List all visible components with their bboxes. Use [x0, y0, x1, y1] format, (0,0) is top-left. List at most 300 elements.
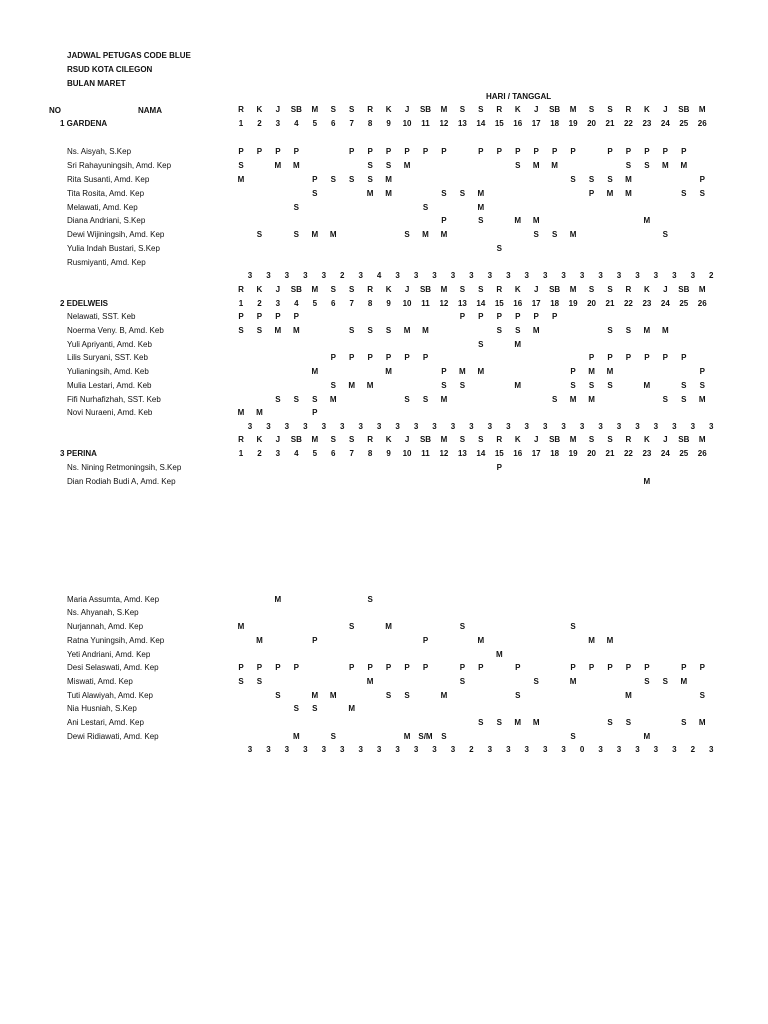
date-number: 6	[331, 449, 336, 458]
shift-code: P	[515, 312, 521, 321]
day-letter: K	[385, 105, 392, 114]
shift-code: M	[680, 161, 688, 170]
date-number: 8	[367, 119, 373, 128]
shift-code: P	[422, 636, 429, 645]
shift-code: M	[440, 691, 448, 700]
shift-code: M	[422, 326, 429, 335]
shift-code: M	[348, 704, 356, 713]
date-number: 12	[439, 119, 449, 128]
date-number: 6	[331, 299, 336, 308]
shift-code: M	[532, 161, 540, 170]
date-number: 23	[642, 449, 652, 458]
staff-name: Yulia Indah Bustari, S.Kep	[67, 244, 160, 253]
daily-total: 3	[376, 745, 382, 754]
shift-code: P	[699, 367, 705, 376]
date-number: 19	[568, 299, 578, 308]
staff-name: Nelawati, SST. Keb	[67, 312, 136, 321]
daily-total: 3	[487, 745, 493, 754]
daily-total: 0	[579, 745, 585, 754]
shift-code: P	[238, 663, 244, 672]
staff-name: Miswati, Amd. Kep	[67, 677, 133, 686]
daily-total: 3	[524, 745, 529, 754]
daily-total: 3	[635, 745, 640, 754]
shift-code: S	[533, 677, 539, 686]
daily-total: 2	[469, 745, 474, 754]
shift-code: S	[367, 175, 373, 184]
shift-code: M	[532, 216, 540, 225]
shift-code: S	[422, 203, 429, 212]
daily-total: 3	[487, 422, 493, 431]
day-letter: S	[459, 285, 466, 294]
date-number: 1	[238, 299, 244, 308]
shift-code: M	[625, 175, 632, 184]
day-letter: K	[644, 435, 650, 444]
daily-total: 3	[340, 422, 345, 431]
daily-total: 3	[395, 422, 400, 431]
shift-code: S	[533, 230, 539, 239]
day-letter: S	[330, 435, 336, 444]
date-number: 17	[531, 449, 541, 458]
shift-code: P	[441, 147, 447, 156]
shift-code: P	[275, 663, 281, 672]
shift-code: S	[681, 381, 687, 390]
shift-code: M	[569, 230, 577, 239]
staff-name: Sri Rahayuningsih, Amd. Kep	[67, 161, 172, 170]
shift-code: S	[625, 161, 632, 170]
shift-code: P	[607, 663, 613, 672]
staff-name: Tuti Alawiyah, Amd. Kep	[67, 691, 153, 700]
staff-name: Rusmiyanti, Amd. Kep	[67, 258, 146, 267]
shift-code: M	[385, 367, 392, 376]
day-letter: S	[459, 105, 466, 114]
daily-total: 3	[321, 422, 327, 431]
shift-code: M	[643, 477, 651, 486]
daily-total: 3	[709, 422, 714, 431]
shift-code: P	[515, 147, 521, 156]
date-number: 22	[623, 119, 633, 128]
section-title: 2 EDELWEIS	[60, 299, 109, 308]
day-letter: J	[404, 105, 410, 114]
shift-code: M	[366, 677, 374, 686]
shift-code: P	[478, 147, 484, 156]
date-number: 11	[421, 119, 430, 128]
shift-code: P	[533, 312, 539, 321]
shift-code: M	[274, 595, 282, 604]
staff-name: Lilis Suryani, SST. Keb	[67, 353, 148, 362]
daily-total: 3	[616, 422, 622, 431]
daily-total: 3	[358, 271, 363, 280]
shift-code: S	[570, 622, 576, 631]
column-header-nama: NAMA	[138, 106, 162, 115]
shift-code: S	[699, 189, 705, 198]
shift-code: S	[662, 677, 669, 686]
shift-code: P	[551, 147, 558, 156]
shift-code: P	[312, 408, 318, 417]
shift-code: P	[422, 663, 429, 672]
day-letter: S	[588, 435, 595, 444]
shift-code: S	[385, 691, 392, 700]
day-letter: M	[311, 105, 319, 114]
shift-code: P	[625, 353, 632, 362]
date-number: 7	[349, 449, 354, 458]
shift-code: M	[348, 381, 356, 390]
date-number: 13	[457, 449, 467, 458]
date-number: 25	[679, 449, 689, 458]
date-number: 13	[457, 299, 467, 308]
staff-name: Nurjannah, Amd. Kep	[67, 622, 144, 631]
date-number: 13	[457, 119, 467, 128]
shift-code: S	[312, 395, 318, 404]
shift-code: S	[293, 395, 300, 404]
shift-code: S	[238, 161, 244, 170]
day-letter: K	[644, 285, 650, 294]
date-number: 12	[439, 449, 449, 458]
date-number: 5	[312, 299, 318, 308]
daily-total: 3	[690, 271, 696, 280]
shift-code: P	[238, 312, 244, 321]
shift-code: P	[256, 147, 263, 156]
section-title: 3 PERINA	[60, 449, 97, 458]
shift-code: M	[403, 161, 411, 170]
shift-code: S	[330, 732, 336, 741]
shift-code: P	[293, 147, 300, 156]
shift-code: M	[459, 367, 466, 376]
day-letter: M	[440, 435, 448, 444]
day-letter: R	[238, 285, 244, 294]
day-letter: K	[514, 435, 521, 444]
day-letter: S	[330, 105, 336, 114]
shift-code: S	[478, 340, 484, 349]
shift-code: S	[570, 732, 576, 741]
date-number: 15	[494, 449, 504, 458]
staff-name: Ns. Aisyah, S.Kep	[67, 147, 132, 156]
day-letter: SB	[678, 285, 690, 294]
shift-code: S	[644, 161, 650, 170]
daily-total: 3	[247, 422, 253, 431]
shift-code: P	[441, 367, 447, 376]
shift-code: M	[532, 718, 540, 727]
daily-total: 3	[469, 422, 474, 431]
staff-name: Rita Susanti, Amd. Kep	[67, 175, 150, 184]
date-number: 5	[312, 119, 318, 128]
shift-code: P	[588, 189, 595, 198]
shift-code: S	[330, 175, 336, 184]
daily-total: 3	[376, 422, 382, 431]
day-letter: J	[533, 285, 539, 294]
shift-code: P	[570, 663, 576, 672]
shift-code: M	[588, 395, 595, 404]
staff-name: Mulia Lestari, Amd. Keb	[67, 381, 152, 390]
shift-code: S	[404, 691, 410, 700]
shift-code: P	[515, 663, 521, 672]
date-number: 15	[494, 299, 504, 308]
staff-name: Yulianingsih, Amd. Keb	[67, 367, 149, 376]
shift-code: S	[551, 395, 558, 404]
day-letter: J	[275, 435, 281, 444]
shift-code: P	[312, 175, 318, 184]
shift-code: S	[459, 622, 466, 631]
shift-code: S	[293, 704, 300, 713]
shift-code: P	[644, 353, 650, 362]
date-number: 10	[402, 449, 412, 458]
shift-code: M	[311, 367, 319, 376]
shift-code: M	[237, 175, 245, 184]
hari-tanggal-heading: HARI / TANGGAL	[486, 92, 552, 101]
shift-code: S	[588, 175, 595, 184]
shift-code: S	[312, 189, 318, 198]
shift-code: P	[607, 353, 613, 362]
daily-total: 3	[506, 422, 511, 431]
daily-total: 3	[653, 422, 659, 431]
date-number: 7	[349, 119, 354, 128]
shift-code: S	[496, 718, 502, 727]
shift-code: P	[422, 147, 429, 156]
date-number: 3	[275, 119, 281, 128]
shift-code: S	[367, 595, 373, 604]
staff-name: Desi Selaswati, Amd. Kep	[67, 663, 159, 672]
date-number: 6	[331, 119, 336, 128]
staff-name: Ns. Ahyanah, S.Kep	[67, 608, 139, 617]
shift-code: M	[385, 189, 392, 198]
shift-code: S	[367, 161, 373, 170]
shift-code: P	[496, 463, 502, 472]
doc-title-line-2: RSUD KOTA CILEGON	[67, 65, 153, 74]
staff-name: Yuli Apriyanti, Amd. Keb	[67, 340, 152, 349]
staff-name: Ani Lestari, Amd. Kep	[67, 718, 144, 727]
daily-total: 3	[561, 745, 566, 754]
shift-code: P	[349, 353, 355, 362]
shift-code: S	[662, 230, 669, 239]
shift-code: P	[367, 147, 373, 156]
date-number: 8	[367, 449, 373, 458]
staff-name: Ratna Yuningsih, Amd. Kep	[67, 636, 165, 645]
daily-total: 3	[413, 271, 419, 280]
shift-code: M	[625, 189, 632, 198]
shift-code: S	[607, 718, 613, 727]
shift-code: M	[237, 622, 245, 631]
day-letter: K	[385, 285, 392, 294]
daily-total: 3	[358, 422, 363, 431]
daily-total: 3	[395, 745, 400, 754]
date-number: 12	[439, 299, 449, 308]
day-letter: M	[698, 105, 706, 114]
shift-code: P	[570, 367, 576, 376]
day-letter: SB	[549, 105, 561, 114]
shift-code: M	[588, 367, 595, 376]
shift-code: S	[515, 161, 521, 170]
day-letter: J	[533, 105, 539, 114]
shift-code: M	[477, 203, 485, 212]
date-number: 19	[568, 449, 578, 458]
daily-total: 3	[542, 745, 548, 754]
daily-total: 3	[579, 422, 585, 431]
day-letter: M	[311, 435, 319, 444]
day-letter: K	[256, 285, 263, 294]
daily-total: 3	[284, 422, 290, 431]
day-letter: SB	[290, 285, 302, 294]
date-number: 25	[679, 299, 689, 308]
shift-code: M	[440, 395, 448, 404]
daily-total: 3	[672, 271, 677, 280]
date-number: 18	[550, 299, 560, 308]
date-number: 16	[513, 299, 523, 308]
day-letter: K	[514, 285, 521, 294]
day-letter: M	[440, 285, 448, 294]
shift-code: S	[441, 732, 447, 741]
daily-total: 3	[432, 271, 437, 280]
date-number: 16	[513, 449, 523, 458]
day-letter: R	[625, 435, 632, 444]
date-number: 2	[257, 119, 262, 128]
shift-code: M	[366, 189, 374, 198]
day-letter: R	[625, 285, 632, 294]
day-letter: K	[256, 105, 263, 114]
daily-total: 3	[542, 422, 548, 431]
staff-name: Novi Nuraeni, Amd. Keb	[67, 408, 153, 417]
shift-code: M	[385, 622, 392, 631]
shift-code: P	[533, 147, 539, 156]
daily-total: 3	[487, 271, 493, 280]
date-number: 21	[605, 299, 615, 308]
daily-total: 3	[598, 271, 603, 280]
date-number: 10	[402, 299, 412, 308]
shift-code: P	[293, 663, 300, 672]
shift-code: S	[441, 381, 447, 390]
daily-total: 3	[266, 422, 271, 431]
day-letter: SB	[549, 435, 561, 444]
shift-code: S	[607, 381, 613, 390]
daily-total: 3	[284, 271, 290, 280]
shift-code: S	[275, 395, 281, 404]
day-letter: SB	[419, 435, 432, 444]
day-letter: M	[569, 435, 577, 444]
daily-total: 3	[450, 271, 456, 280]
day-letter: S	[478, 285, 484, 294]
staff-name: Dewi Ridiawati, Amd. Kep	[67, 732, 159, 741]
shift-code: M	[643, 732, 651, 741]
date-number: 2	[257, 449, 262, 458]
shift-code: S	[478, 718, 484, 727]
day-letter: S	[349, 285, 355, 294]
date-number: 4	[294, 449, 299, 458]
date-number: 21	[605, 449, 615, 458]
shift-code: P	[644, 147, 650, 156]
daily-total: 3	[469, 271, 474, 280]
daily-total: 3	[432, 745, 437, 754]
date-number: 26	[697, 119, 707, 128]
shift-code: P	[238, 147, 244, 156]
shift-code: S	[459, 381, 466, 390]
day-letter: J	[275, 105, 281, 114]
shift-code: S	[625, 326, 632, 335]
daily-total: 2	[690, 745, 696, 754]
daily-total: 3	[247, 271, 253, 280]
shift-code: S	[478, 216, 484, 225]
shift-code: M	[274, 326, 282, 335]
shift-code: S	[404, 395, 410, 404]
shift-code: S	[588, 381, 595, 390]
shift-code: M	[680, 677, 688, 686]
shift-code: P	[625, 147, 632, 156]
shift-code: P	[478, 312, 484, 321]
daily-total: 4	[376, 271, 382, 280]
shift-code: M	[532, 326, 540, 335]
date-number: 26	[697, 449, 707, 458]
doc-title-line-3: BULAN MARET	[67, 79, 126, 88]
shift-code: S	[459, 677, 466, 686]
shift-code: S	[404, 230, 410, 239]
staff-name: Fifi Nurhafizhah, SST. Keb	[67, 395, 161, 404]
staff-name: Melawati, Amd. Kep	[67, 203, 138, 212]
date-number: 3	[275, 449, 281, 458]
shift-code: M	[662, 326, 669, 335]
daily-total: 2	[340, 271, 345, 280]
daily-total: 3	[542, 271, 548, 280]
daily-total: 3	[303, 422, 308, 431]
daily-total: 3	[303, 745, 308, 754]
day-letter: S	[349, 435, 355, 444]
date-number: 20	[587, 299, 596, 308]
shift-code: P	[330, 353, 336, 362]
shift-code: S	[699, 381, 705, 390]
shift-code: S	[349, 622, 355, 631]
daily-total: 3	[653, 745, 659, 754]
day-letter: SB	[290, 105, 302, 114]
date-number: 9	[386, 119, 391, 128]
shift-code: S	[644, 677, 650, 686]
staff-name: Diana Andriani, S.Kep	[67, 216, 146, 225]
date-number: 17	[531, 119, 541, 128]
shift-code: P	[349, 147, 355, 156]
daily-total: 3	[524, 271, 529, 280]
shift-code: S	[330, 381, 336, 390]
day-letter: R	[625, 105, 632, 114]
daily-total: 3	[303, 271, 308, 280]
shift-code: S	[349, 175, 355, 184]
shift-code: P	[681, 147, 687, 156]
daily-total: 3	[598, 745, 603, 754]
shift-code: P	[496, 147, 502, 156]
daily-total: 3	[432, 422, 437, 431]
shift-code: S	[238, 326, 244, 335]
shift-code: M	[514, 718, 522, 727]
shift-code: P	[385, 353, 392, 362]
shift-code: P	[662, 147, 669, 156]
date-number: 26	[697, 299, 707, 308]
day-letter: S	[478, 435, 484, 444]
date-number: 8	[367, 299, 373, 308]
shift-code: P	[256, 663, 263, 672]
shift-code: P	[385, 663, 392, 672]
column-header-no: NO	[49, 106, 61, 115]
shift-code: P	[662, 353, 669, 362]
date-number: 22	[623, 449, 633, 458]
shift-code: M	[606, 367, 614, 376]
daily-total: 3	[450, 745, 456, 754]
date-number: 23	[642, 299, 652, 308]
date-number: 20	[587, 119, 596, 128]
day-letter: J	[533, 435, 539, 444]
shift-code: S	[385, 326, 392, 335]
shift-code: M	[237, 408, 245, 417]
daily-total: 3	[340, 745, 345, 754]
daily-total: 3	[284, 745, 290, 754]
shift-code: S	[441, 189, 447, 198]
shift-code: P	[644, 663, 650, 672]
shift-code: S	[607, 175, 613, 184]
date-number: 11	[421, 299, 430, 308]
day-letter: R	[238, 435, 244, 444]
